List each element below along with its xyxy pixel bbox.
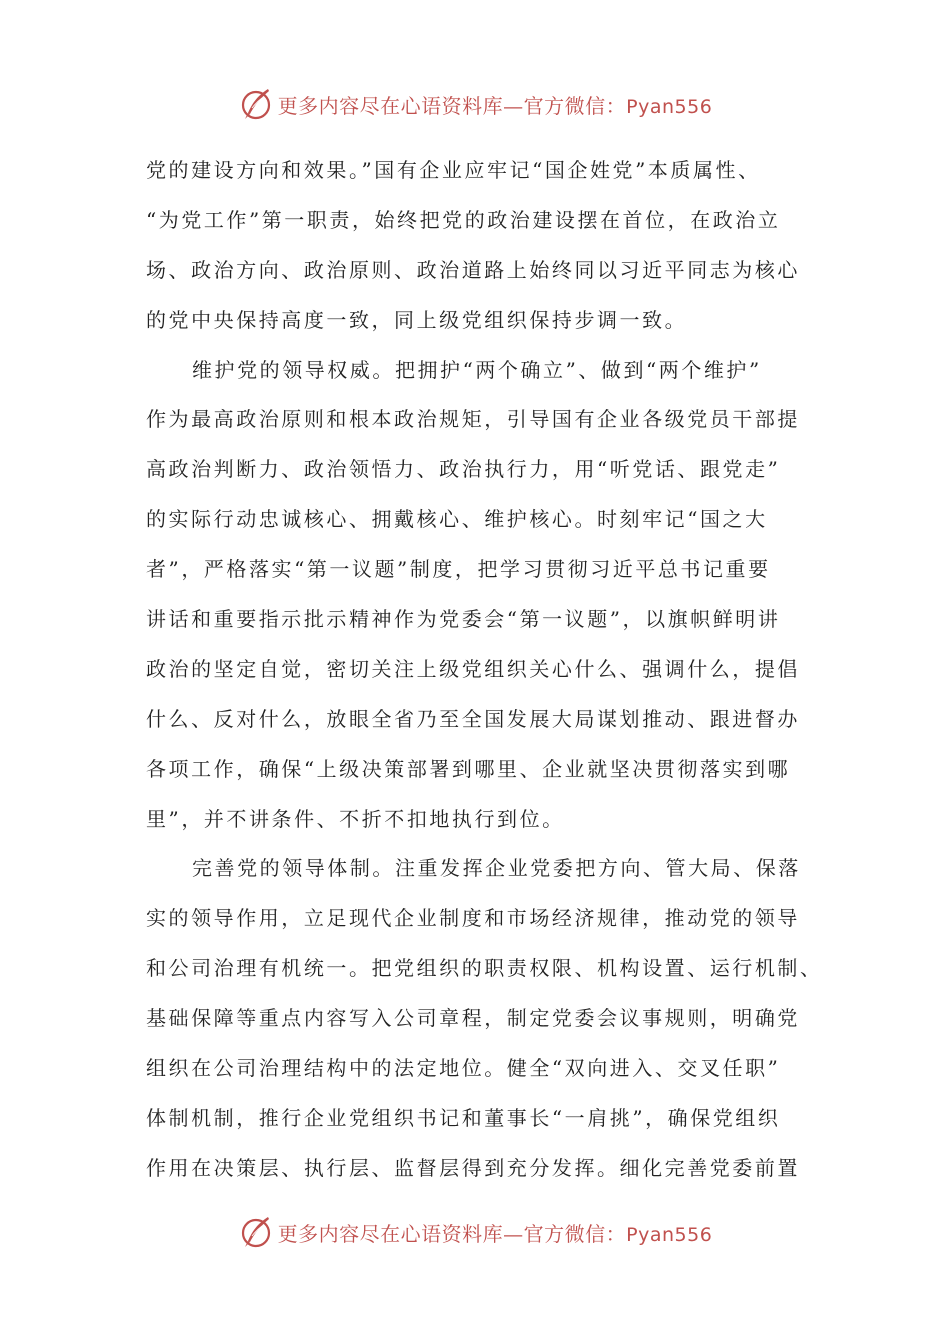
text-line: 和公司治理有机统一。把党组织的职责权限、机构设置、运行机制、 (146, 956, 823, 981)
section-heading-line: 完善党的领导体制。注重发挥企业党委把方向、管大局、保落 (192, 856, 801, 881)
wechat-id: Pyan556 (626, 95, 713, 118)
document-body (146, 146, 823, 1194)
banner-text: 更多内容尽在心语资料库—官方微信：Pyan556 (277, 93, 713, 118)
text-line: 者”，严格落实“第一议题”制度，把学习贯彻习近平总书记重要 (146, 557, 771, 582)
text-line: 作为最高政治原则和根本政治规矩，引导国有企业各级党员干部提 (146, 407, 800, 432)
text-line: 的实际行动忠诚核心、拥戴核心、维护核心。时刻牢记“国之大 (146, 507, 768, 532)
text-line: 的党中央保持高度一致，同上级党组织保持步调一致。 (146, 307, 688, 332)
text-line: 讲话和重要指示批示精神作为党委会“第一议题”，以旗帜鲜明讲 (146, 607, 781, 632)
text-line: 体制机制，推行企业党组织书记和董事长“一肩挑”，确保党组织 (146, 1105, 781, 1130)
section-heading-line: 维护党的领导权威。把拥护“两个确立”、做到“两个维护” (192, 357, 762, 382)
wechat-id: Pyan556 (626, 1223, 713, 1246)
quill-pen-logo-icon (238, 1214, 274, 1250)
text-line: 里”，并不讲条件、不折不扣地执行到位。 (146, 806, 565, 831)
text-line: 党的建设方向和效果。”国有企业应牢记“国企姓党”本质属性、 (146, 158, 761, 182)
header-banner (0, 84, 950, 124)
text-line: “为党工作”第一职责，始终把党的政治建设摆在首位，在政治立 (146, 207, 781, 232)
text-line: 什么、反对什么，放眼全省乃至全国发展大局谋划推动、跟进督办 (146, 706, 800, 731)
text-line: 高政治判断力、政治领悟力、政治执行力，用“听党话、跟党走” (146, 457, 781, 482)
text-line: 场、政治方向、政治原则、政治道路上始终同以习近平同志为核心 (146, 257, 800, 282)
text-line: 实的领导作用，立足现代企业制度和市场经济规律，推动党的领导 (146, 906, 800, 931)
footer-banner (0, 1212, 950, 1252)
quill-pen-logo-icon (238, 86, 274, 122)
text-line: 各项工作，确保“上级决策部署到哪里、企业就坚决贯彻落实到哪 (146, 756, 791, 781)
text-line: 作用在决策层、执行层、监督层得到充分发挥。细化完善党委前置 (146, 1155, 800, 1180)
banner-text: 更多内容尽在心语资料库—官方微信：Pyan556 (277, 1221, 713, 1246)
text-line: 基础保障等重点内容写入公司章程，制定党委会议事规则，明确党 (146, 1006, 800, 1031)
text-line: 组织在公司治理结构中的法定地位。健全“双向进入、交叉任职” (146, 1056, 781, 1081)
text-line: 政治的坚定自觉，密切关注上级党组织关心什么、强调什么，提倡 (146, 656, 800, 681)
